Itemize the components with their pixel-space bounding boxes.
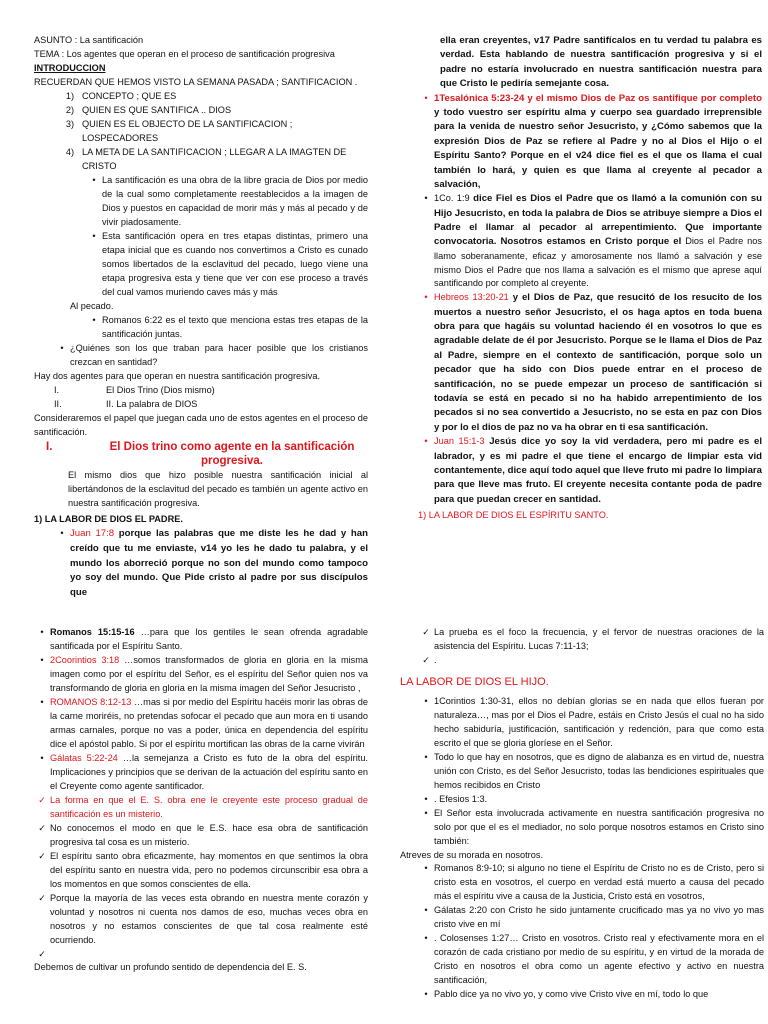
debemos-line: Debemos de cultivar un profundo sentido de dependencia del E. S. bbox=[34, 962, 307, 973]
list-item: • Pablo dice ya no vivo yo, y como vive Cristo vive en mí, todo lo que bbox=[400, 988, 764, 1002]
bullet-icon: • bbox=[424, 92, 428, 103]
labor-hijo-heading: LA LABOR DE DIOS EL HIJO. bbox=[400, 675, 549, 688]
continuation-paragraph: ella eran creyentes, v17 Padre santifícalos en tu verdad tu palabra es verdad. Esta hablando de nuestra santificación progresiva y si el padre no estaría involucrado en nuestra santificación nuestra para que Cristo le pediría semejante cosa. bbox=[440, 35, 762, 90]
check-item: ✓ . bbox=[400, 654, 764, 668]
intro-heading: INTRODUCCION bbox=[34, 62, 106, 73]
list-item: • Romanos 8:9-10; si alguno no tiene el Espíritu de Cristo no es de Cristo, pero si cristo esta en vosotros, el cuerpo en verdad está muerto a causa del pecado más el espíritu vive a causa de la Justicia, Cristo está en vosotros, bbox=[400, 862, 764, 904]
check-item bbox=[34, 948, 368, 962]
bullet-icon: • bbox=[92, 314, 96, 325]
list-item: • ¿Quiénes son los que traban para hacer posible que los cristianos crezcan en santidad? bbox=[34, 342, 368, 370]
checkmark-icon: ✓ bbox=[38, 794, 46, 805]
list-item: • . Colosenses 1:27… Cristo en vosotros. Cristo real y efectivamente mora en el corazón de cada cristiano por medio de su espíritu, y en virtud de la morada de Cristo en nosotros el obra como un agente efectivo y activo en nuestra santificación, bbox=[400, 932, 764, 988]
list-item: • Gálatas 5:22-24 …la semejanza a Cristo es futo de la obra del espíritu. Implicaciones y principios que se derivan de la actuación del espíritu santo en el Creyente como agente santificador. bbox=[34, 752, 368, 794]
page2-right-column bbox=[400, 626, 764, 1024]
bullet-icon: • bbox=[424, 793, 428, 804]
numbered-item: 3) QUIEN ES EL OBJECTO DE LA SANTIFICACION ; LOSPECADORES bbox=[65, 118, 293, 143]
roman-item: II. II. La palabra de DIOS bbox=[54, 398, 198, 409]
labor-padre-heading: 1) LA LABOR DE DIOS EL PADRE. bbox=[34, 514, 183, 525]
bullet-icon: • bbox=[424, 807, 428, 818]
list-item: • La santificación es una obra de la libre gracia de Dios por medio de la cual somo completamente reestablecidos a la imagen de Dios y puestos en capacidad de morir más y más al pecado y de vivir piadosamente. bbox=[34, 174, 368, 230]
list-item: • 1Corintios 1:30-31, ellos no debían glorias se en nada que ellos fueran por naturaleza…, mas por el Dios el Padre, estáis en Cristo Jesús el cual no ha sido hecho sabiduría, justificación, santificación y redención, para que como esta escrito el que se gloria gloríese en el Señor. bbox=[400, 695, 764, 751]
page1-left-column bbox=[34, 34, 368, 598]
bullet-icon: • bbox=[40, 696, 44, 707]
list-item: • Esta santificación opera en tres etapas distintas, primero una etapa inicial que es cuando nos convertimos a Cristo es cunado somos libertados de la esclavitud del pecado, luego viene una etapa progresiva esta y tiene que ver con ese proceso a través del cual vamos muriendo caves más y más bbox=[34, 230, 368, 300]
check-item: ✓ No conocemos el modo en que le E.S. hace esa obra de santificación progresiva tal cosa es un misterio. bbox=[34, 822, 368, 850]
atreves-line: Atreves de su morada en nosotros. bbox=[400, 849, 543, 860]
page1-right-column bbox=[418, 34, 762, 582]
list-item: • Hebreos 13:20-21 y el Dios de Paz, que resucitó de los resucito de los muertos a nuestro señor Jesucristo, el os haga aptos en toda buena obra para que hagáis su voluntad haciendo él en vosotros lo que es agradable delate de él por Jesucristo. Porque se le llama el Dios de Paz al Padre, siempre en el contexto de santificación, porque solo un pecador que ha sido con Dios puede entrar en el proceso de santificación, no se puede empezar un proceso de santificación si todavía se está en pecado si no ha habido arrepentimiento de los pecados si no sea convertido a Jesucristo, no se esta en paz con Dios y por lo el dios de paz no va ha obrar en ti esa santificación. bbox=[418, 291, 762, 435]
bullet-icon: • bbox=[424, 292, 428, 303]
labor-espiritu-heading: 1) LA LABOR DE DIOS EL ESPÍRITU SANTO. bbox=[418, 510, 609, 521]
bullet-icon: • bbox=[424, 193, 428, 204]
bullet-icon: • bbox=[424, 863, 428, 874]
list-item: • Romanos 15:15-16 …para que los gentiles le sean ofrenda agradable santificada por el Espíritu Santo. bbox=[34, 626, 368, 654]
bullet-icon: • bbox=[92, 174, 96, 185]
section-i-heading: I. El Dios trino como agente en la santificación progresiva. bbox=[46, 440, 355, 468]
numbered-item: 2) QUIEN ES QUE SANTIFICA .. DIOS bbox=[65, 104, 232, 115]
bullet-icon: • bbox=[424, 695, 428, 706]
list-item: • Juan 17:8 porque las palabras que me diste les he dad y han creído que tu me enviaste, v14 yo les he dado tu palabra, y el mundo los aborreció porque no son del mundo como tampoco yo soy del mundo. Que Pide cristo al padre por sus discípulos que bbox=[34, 527, 368, 600]
page2-left-column bbox=[34, 626, 368, 1024]
list-item: • Gálatas 2:20 con Cristo he sido juntamente crucificado mas ya no vivo yo mas cristo vive en mí bbox=[400, 904, 764, 932]
asunto-line: ASUNTO : La santificación bbox=[34, 35, 144, 45]
list-item: • 2Coorintios 3:18 …somos transformados de gloria en gloria en la misma imagen como por el espíritu del Señor, es el espíritu del Señor quien nos va transformando de gloria en gloria en la misma imagen del Señor Jesucristo , bbox=[34, 654, 368, 696]
list-item: • El Señor esta involucrada activamente en nuestra santificación progresiva no solo por que el es el mediador, no solo porque nosotros estamos en Cristo sino también: bbox=[400, 807, 764, 849]
checkmark-icon: ✓ bbox=[422, 654, 430, 665]
al-pecado: Al pecado. bbox=[70, 300, 114, 311]
bullet-icon: • bbox=[60, 342, 64, 353]
tema-line: TEMA : Los agentes que operan en el proceso de santificación progresiva bbox=[34, 48, 335, 59]
list-item: • Romanos 6:22 es el texto que menciona estas tres etapas de la santificación juntas. bbox=[34, 314, 368, 342]
el-mismo-paragraph: El mismo dios que hizo posible nuestra santificación inicial al libertándonos de la esclavitud del pecado es también un agente activo en nuestra santificación progresiva. bbox=[68, 470, 368, 509]
bullet-icon: • bbox=[40, 627, 44, 637]
bullet-icon: • bbox=[424, 751, 428, 762]
list-item: • 1Co. 1:9 dice Fiel es Dios el Padre que os llamó a la comunión con su Hijo Jesucristo, en toda la palabra de Dios se atribuye siempre a Dios el Padre el llamar al pecador al arrepentimiento. Que importante convocatoria. Nosotros estamos en Cristo porque el Dios el Padre nos llamo soberanamente, eficaz y amorosamente nos llamó a salvación y ese mismo Dios el Padre que nos llama a salvación es el mismo que aprese aquí santificando por completo al creyente. bbox=[418, 192, 762, 291]
checkmark-icon: ✓ bbox=[38, 892, 46, 903]
bullet-icon: • bbox=[60, 528, 64, 539]
check-item: ✓ La forma en que el E. S. obra ene le creyente este proceso gradual de santificación es un misterio. bbox=[34, 794, 368, 822]
list-item: • 1Tesalónica 5:23-24 y el mismo Dios de Paz os santifique por completo y todo vuestro ser espíritu alma y cuerpo sea guardado irreprensible para la venida de nuestro señor Jesucristo, y ¿Cómo sabemos que la expresión Dios de Paz se refiere al Padre y no al Dios el Hijo o el Espíritu Santo? Porque en el v24 dice fiel es el que os llama el cual también lo hará, y quien es que llama al creyente al pecador a salvación, bbox=[418, 92, 762, 193]
roman-item: I. El Dios Trino (Dios mismo) bbox=[54, 384, 215, 395]
check-item: ✓ El espíritu santo obra eficazmente, hay momentos en que sentimos la obra del espíritu santo en nuestra vida, pero no podemos circunscribir esa obra a los momentos en que somos conscientes de ella. bbox=[34, 850, 368, 892]
list-item: • ROMANOS 8:12-13 …mas si por medio del Espíritu hacéis morir las obras de la carne moriréis, no pretendas sofocar el pecado que aun mora en ti usando armas carnales, porque no vas a poder, única en dependencia del espíritu dice el apóstol pablo. Si por el espíritu mortifican las obras de la carne vivirán bbox=[34, 696, 368, 752]
recuerdan-line: RECUERDAN QUE HEMOS VISTO LA SEMANA PASADA ; SANTIFICACION . bbox=[34, 76, 358, 87]
list-item: • Todo lo que hay en nosotros, que es digno de alabanza es en virtud de, nuestra unión con Cristo, es del Señor Jesucristo, todas las bendiciones espirituales que hemos recibidos en Cristo bbox=[400, 751, 764, 793]
consideraremos-line: Consideraremos el papel que juegan cada uno de estos agentes en el proceso de santificación. bbox=[34, 412, 368, 437]
bullet-icon: • bbox=[92, 230, 96, 241]
check-item: ✓ La prueba es el foco la frecuencia, y el fervor de nuestras oraciones de la asistencia del Espíritu. Lucas 7:11-13; bbox=[400, 626, 764, 654]
bullet-icon: • bbox=[424, 436, 428, 447]
list-item: • . Efesios 1:3. bbox=[400, 793, 764, 807]
bullet-icon: • bbox=[40, 654, 44, 665]
bullet-icon: • bbox=[424, 933, 428, 944]
bullet-icon: • bbox=[424, 905, 428, 916]
numbered-item: 1) CONCEPTO ; QUE ES bbox=[65, 90, 177, 101]
checkmark-icon: ✓ bbox=[422, 627, 430, 637]
list-item: • Juan 15:1-3 Jesús dice yo soy la vid verdadera, pero mi padre es el labrador, y es mi padre el que tiene el encargo de limpiar esta vid contantemente, dice aquí todo aquel que lleve fruto mi padre lo limpiara para que lleve mas fruto. El creyente necesita contante poda de padre para que puedan crecer en santidad. bbox=[418, 435, 762, 507]
checkmark-icon: ✓ bbox=[38, 822, 46, 833]
hay-dos-line: Hay dos agentes para que operan en nuestra santificación progresiva. bbox=[34, 370, 321, 381]
checkmark-icon: ✓ bbox=[38, 850, 46, 861]
bullet-icon: • bbox=[424, 989, 428, 1000]
numbered-item: 4) LA META DE LA SANTIFICACION ; LLEGAR A LA IMAGTEN DE CRISTO bbox=[65, 146, 347, 171]
checkmark-icon: ✓ bbox=[38, 948, 46, 959]
check-item: ✓ Porque la mayoría de las veces esta obrando en nuestra mente corazón y voluntad y nosotros ni cuenta nos damos de eso, muchas veces obra en nosotros y no estamos conscientes de que tal cosa realmente esté ocurriendo. bbox=[34, 892, 368, 948]
bullet-icon: • bbox=[40, 752, 44, 763]
